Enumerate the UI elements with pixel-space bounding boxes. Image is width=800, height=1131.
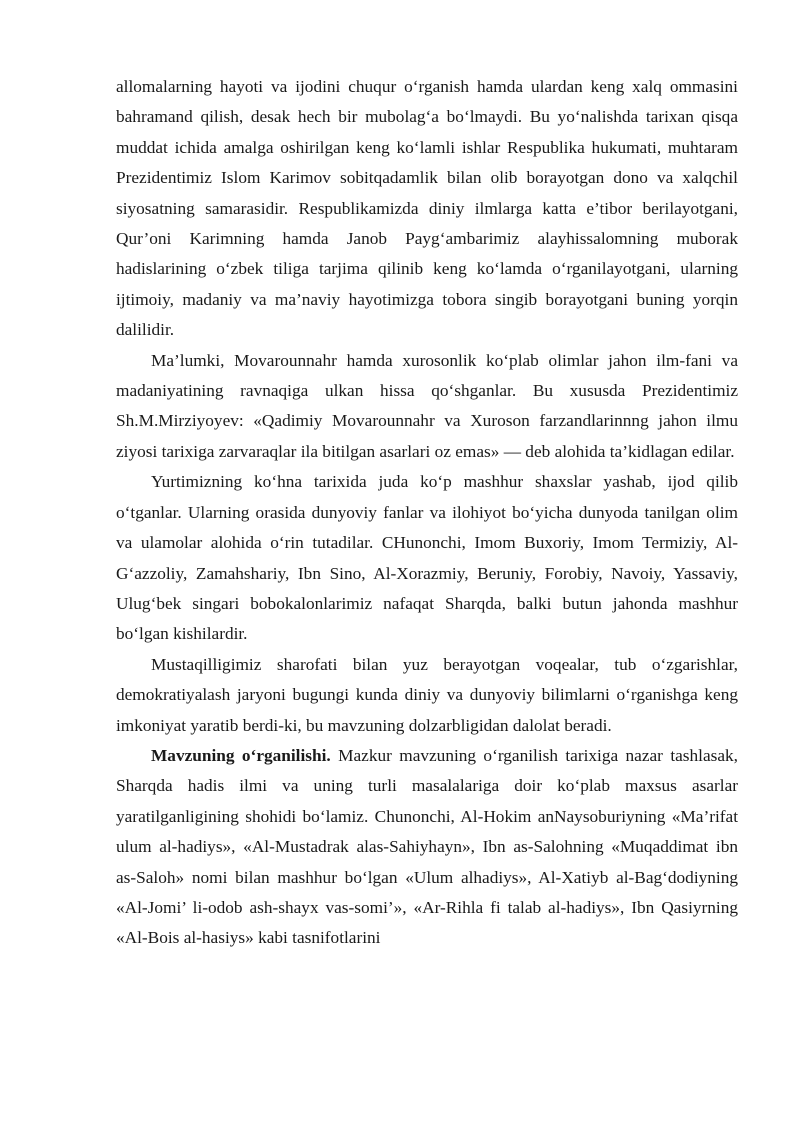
- section-heading-inline: Mavzuning o‘rganilishi.: [151, 745, 331, 765]
- paragraph-2: Ma’lumki, Movarounnahr hamda xurosonlik ko‘plab olimlar jahon ilm-fani va madaniyatining ravnaqiga ulkan hissa qo‘shganlar. Bu xususda Prezidentimiz Sh.M.Mirziyoyev: «Qadimiy Movarounnahr va Xuroson farzandlarinnng jahon ilmu ziyosi tarixiga zarvaraqlar ila bitilgan asarlari oz emas» — deb alohida ta’kidlagan edilar.: [116, 350, 738, 461]
- paragraph-5: [116, 741, 738, 954]
- paragraph-4: Mustaqilligimiz sharofati bilan yuz berayotgan voqealar, tub o‘zgarishlar, demokratiyalash jaryoni bugungi kunda diniy va dunyoviy bilimlarni o‘rganishga keng imkoniyat yaratib berdi-ki, bu mavzuning dolzarbligidan dalolat beradi.: [116, 654, 738, 735]
- paragraph-5-body: Mazkur mavzuning o‘rganilish tarixiga nazar tashlasak, Sharqda hadis ilmi va uning turli masalalariga doir ko‘plab maxsus asarlar yaratilganligining shohidi bo‘lamiz. Chunonchi, Al-Hokim anNaysoburiyning «Ma’rifat ulum al-hadiys», «Al-Mustadrak alas-Sahiyhayn», Ibn as-Salohning «Muqaddimat ibn as-Saloh» nomi bilan mashhur bo‘lgan «Ulum alhadiys», Al-Xatiyb al-Bag‘dodiyning «Al-Jomi’ li-odob ash-shayx vas-somi’», «Ar-Rihla fi talab al-hadiys», Ibn Qasiyrning «Al-Bois al-hasiys» kabi tasnifotlarini: [116, 745, 738, 948]
- paragraph-3: Yurtimizning ko‘hna tarixida juda ko‘p mashhur shaxslar yashab, ijod qilib o‘tganlar. Ularning orasida dunyoviy fanlar va ilohiyot bo‘yicha dunyoda tanilgan olim va ulamolar alohida o‘rin tutadilar. CHunonchi, Imom Buxoriy, Imom Termiziy, Al-G‘azzoliy, Zamahshariy, Ibn Sino, Al-Xorazmiy, Beruniy, Forobiy, Navoiy, Yassaviy, Ulug‘bek singari bobokalonlarimiz nafaqat Sharqda, balki butun jahonda mashhur bo‘lgan kishilardir.: [116, 472, 738, 644]
- paragraph-1: allomalarning hayoti va ijodini chuqur o‘rganish hamda ulardan keng xalq ommasini bahramand qilish, desak hech bir mubolag‘a bo‘lmaydi. Bu yo‘nalishda tarixan qisqa muddat ichida amalga oshirilgan keng ko‘lamli ishlar Respublika hukumati, muhtaram Prezidentimiz Islom Karimov sobitqadamlik bilan olib borayotgan dono va xalqchil siyosatning samarasidir. Respublikamizda diniy ilmlarga katta e’tibor berilayotgani, Qur’oni Karimning hamda Janob Payg‘ambarimiz alayhissalomning muborak hadislarining o‘zbek tiliga tarjima qilinib keng ko‘lamda o‘rganilayotgani, ularning ijtimoiy, madaniy va ma’naviy hayotimizga tobora singib borayotgani buning yorqin dalilidir.: [116, 77, 738, 340]
- document-page: [116, 72, 738, 954]
